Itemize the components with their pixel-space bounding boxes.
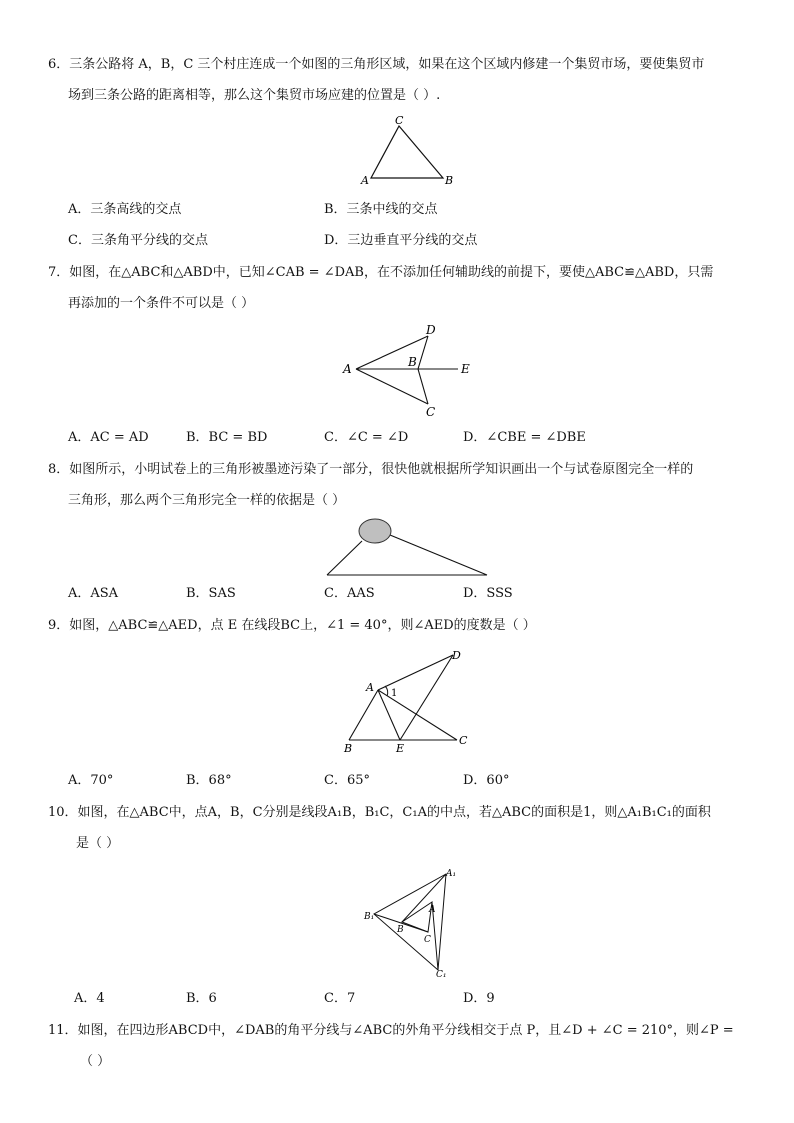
q6-option-c[interactable]: C．三条角平分线的交点 [68,233,208,248]
q6-option-a[interactable]: A．三条高线的交点 [68,202,182,217]
q9-label-c: C [459,734,468,747]
q7-figure [340,320,475,418]
q6-triangle-figure [355,114,460,189]
ink-blot-icon [359,519,391,543]
q6-label-b: B [445,174,454,187]
q9-label-e: E [396,742,405,755]
q7-label-e: E [461,362,470,376]
q9-option-c[interactable]: C．65° [324,773,370,788]
q10-option-d[interactable]: D．9 [463,991,495,1006]
q10-label-c1: C₁ [436,970,447,978]
q8-figure [322,515,492,577]
q8-option-a[interactable]: A．ASA [68,586,119,601]
q9-figure [335,645,475,757]
q9-label-b: B [344,742,353,755]
q7-stem-line2: 再添加的一个条件不可以是（ ） [68,296,255,311]
q7-label-d: D [426,323,436,337]
q6-option-d[interactable]: D．三边垂直平分线的交点 [324,233,478,248]
q6-stem-line2: 场到三条公路的距离相等，那么这个集贸市场应建的位置是（ ）. [68,88,441,103]
q8-stem-line2: 三角形，那么两个三角形完全一样的依据是（ ） [68,493,346,508]
q7-stem-line1: 7．如图，在△ABC和△ABD中，已知∠CAB = ∠DAB，在不添加任何辅助线的前提下，要使△ABC≌△ABD，只需 [48,265,714,280]
q10-stem-line1: 10．如图，在△ABC中，点A，B，C分别是线段A₁B，B₁C，C₁A的中点，若△ABC的面积是1，则△A₁B₁C₁的面积 [48,805,711,820]
q9-option-d[interactable]: D．60° [463,773,510,788]
q6-label-c: C [395,114,404,127]
q6-option-b[interactable]: B．三条中线的交点 [324,202,438,217]
q7-option-c[interactable]: C．∠C = ∠D [324,430,409,445]
q10-stem-line2: 是（ ） [76,836,120,851]
q10-option-c[interactable]: C．7 [324,991,356,1006]
q8-option-c[interactable]: C．AAS [324,586,375,601]
q11-stem-line2: （ ） [80,1054,111,1069]
q7-option-b[interactable]: B．BC = BD [186,430,268,445]
q7-label-b: B [408,355,417,369]
q10-option-b[interactable]: B．6 [186,991,217,1006]
q10-label-b: B [397,925,404,935]
q6-label-a: A [361,174,369,187]
q8-option-b[interactable]: B．SAS [186,586,236,601]
q8-option-d[interactable]: D．SSS [463,586,513,601]
q10-label-b1: B₁ [364,912,375,922]
q9-label-a: A [366,681,374,694]
q9-option-a[interactable]: A．70° [68,773,114,788]
q9-stem-line1: 9．如图，△ABC≌△AED，点 E 在线段BC上，∠1 = 40°，则∠AED的度数是（ ） [48,618,536,633]
q10-option-a[interactable]: A．4 [74,991,105,1006]
q8-stem-line1: 8．如图所示，小明试卷上的三角形被墨迹污染了一部分，很快他就根据所学知识画出一个与试卷原图完全一样的 [48,462,694,477]
q11-stem-line1: 11．如图，在四边形ABCD中，∠DAB的角平分线与∠ABC的外角平分线相交于点 P，且∠D + ∠C = 210°，则∠P = [48,1023,734,1038]
q10-label-a: A [429,905,436,915]
q7-option-d[interactable]: D．∠CBE = ∠DBE [463,430,586,445]
q10-figure [362,866,462,978]
q9-label-one: 1 [391,688,398,699]
q10-label-a1: A₁ [446,869,457,879]
q9-label-d: D [452,649,461,662]
q7-label-c: C [426,405,436,418]
q6-stem-line1: 6．三条公路将 A，B，C 三个村庄连成一个如图的三角形区域，如果在这个区域内修建一个集贸市场，要使集贸市 [48,57,705,72]
q7-label-a: A [343,362,352,376]
q10-label-c: C [424,935,431,945]
q7-option-a[interactable]: A．AC = AD [68,430,149,445]
q9-option-b[interactable]: B．68° [186,773,232,788]
